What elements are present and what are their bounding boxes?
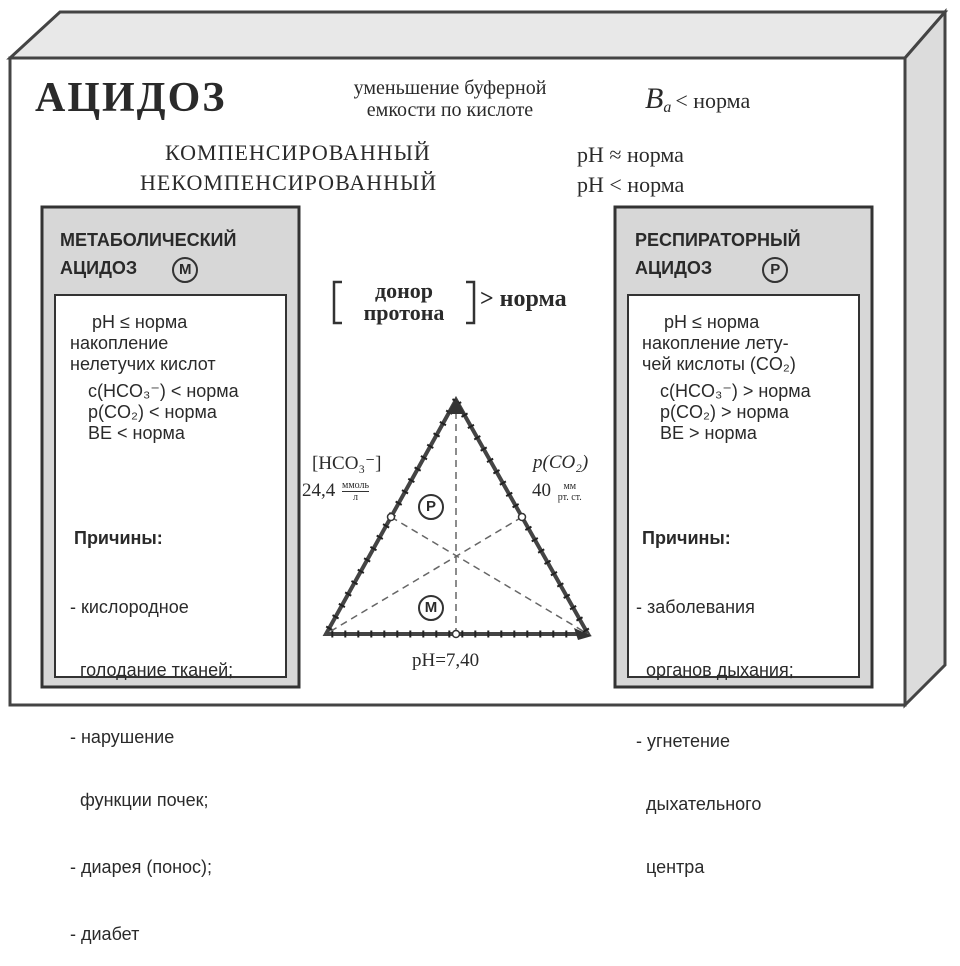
left-line-5: p(CO₂) < норма xyxy=(88,402,217,422)
right-cause-1: - заболевания xyxy=(636,597,755,617)
right-cause-2: органов дыхания; xyxy=(636,660,794,680)
ba-condition: < норма xyxy=(675,88,751,113)
left-panel-title xyxy=(60,226,236,283)
left-line-3: нелетучих кислот xyxy=(70,354,216,374)
left-panel-lines xyxy=(70,312,280,444)
left-line-4: c(HCO₃⁻) < норма xyxy=(88,381,239,401)
state-compensated-ph: pH ≈ норма xyxy=(577,142,684,167)
ba-symbol: B xyxy=(645,82,664,115)
subtitle-line-2: емкости по кислоте xyxy=(366,99,534,121)
proton-donor-label xyxy=(342,280,466,324)
right-line-5: p(CO₂) > норма xyxy=(660,402,789,422)
state-compensated: КОМПЕНСИРОВАННЫЙ xyxy=(165,140,431,165)
right-line-1: pH ≤ норма xyxy=(664,312,760,332)
right-panel-marker-icon: Р xyxy=(762,257,788,283)
left-causes-title: Причины: xyxy=(74,528,163,548)
right-line-4: c(HCO₃⁻) > норма xyxy=(660,381,811,401)
pco2-label: p(CO₂) xyxy=(533,452,589,473)
right-line-6: BE > норма xyxy=(660,423,757,443)
right-line-2: накопление лету- xyxy=(642,333,789,353)
hco3-point xyxy=(388,514,395,521)
hco3-value-group xyxy=(302,480,369,503)
ph-label: pH=7,40 xyxy=(412,650,480,671)
left-panel-causes xyxy=(70,486,285,966)
right-cause-4: дыхательного xyxy=(636,794,762,814)
state-uncompensated: НЕКОМПЕНСИРОВАННЫЙ xyxy=(140,170,438,195)
left-cause-5: - диарея (понос); xyxy=(70,857,213,877)
right-panel-lines xyxy=(642,312,857,444)
right-panel-title xyxy=(635,226,801,283)
left-line-2: накопление xyxy=(70,333,169,353)
hco3-unit-bottom: л xyxy=(353,492,359,504)
subtitle xyxy=(305,77,595,121)
box-top-face xyxy=(10,12,945,58)
state-uncompensated-ph: pH < норма xyxy=(577,172,685,197)
buffer-capacity-condition xyxy=(645,82,750,117)
left-cause-6: - диабет xyxy=(70,924,140,944)
left-panel-title-line-2 xyxy=(60,254,236,283)
left-line-6: BE < норма xyxy=(88,423,185,443)
right-panel-title-word: АЦИДОЗ xyxy=(635,258,713,278)
pco2-value: 40 xyxy=(532,480,551,501)
left-cause-4: функции почек; xyxy=(70,790,209,810)
right-causes-title: Причины: xyxy=(642,528,731,548)
left-line-1: pH ≤ норма xyxy=(92,312,188,332)
left-panel-marker-icon: М xyxy=(172,257,198,283)
pco2-point xyxy=(519,514,526,521)
left-cause-2: голодание тканей; xyxy=(70,660,234,680)
proton-donor-line-1: донор xyxy=(374,278,434,303)
proton-donor-condition: > норма xyxy=(480,286,567,312)
right-line-3: чей кислоты (CO₂) xyxy=(642,354,796,374)
ba-subscript: a xyxy=(663,99,672,117)
right-panel-title-line-1: РЕСПИРАТОРНЫЙ xyxy=(635,230,801,250)
pco2-unit-bottom: рт. ст. xyxy=(557,491,582,503)
hco3-label: [HCO₃⁻] xyxy=(312,453,382,474)
right-panel-causes xyxy=(636,486,856,899)
hco3-value: 24,4 xyxy=(302,480,336,501)
subtitle-line-1: уменьшение буферной xyxy=(353,77,547,99)
right-cause-3: - угнетение xyxy=(636,731,730,751)
ph-point xyxy=(453,631,460,638)
pco2-unit-top: мм xyxy=(563,480,577,492)
left-cause-1: - кислородное xyxy=(70,597,189,617)
right-panel-title-line-2 xyxy=(635,254,801,283)
page-title: АЦИДОЗ xyxy=(35,75,227,121)
left-panel-title-line-1: МЕТАБОЛИЧЕСКИЙ xyxy=(60,230,237,250)
hco3-unit-top: ммоль xyxy=(342,480,370,492)
metabolic-marker-icon: М xyxy=(418,595,444,621)
pco2-value-group xyxy=(532,480,582,503)
box-side-face xyxy=(905,12,945,705)
respiratory-marker-icon: Р xyxy=(418,494,444,520)
right-cause-5: центра xyxy=(636,857,705,877)
left-panel-title-word: АЦИДОЗ xyxy=(60,258,138,278)
left-cause-3: - нарушение xyxy=(70,727,175,747)
proton-donor-line-2: протона xyxy=(363,300,445,325)
